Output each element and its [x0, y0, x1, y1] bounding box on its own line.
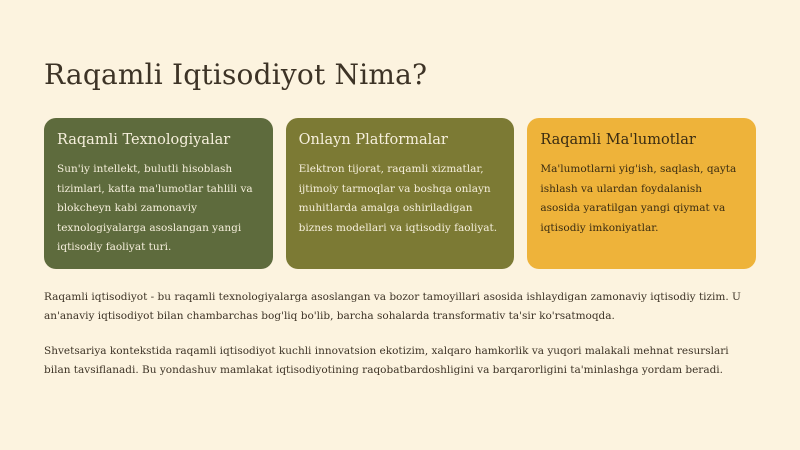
card-text: Ma'lumotlarni yig'ish, saqlash, qayta ishlash va ulardan foydalanish asosida yaratilgan yangi qiymat va iqtisodiy imkoniyatlar.: [540, 163, 737, 234]
card-text: Sun'iy intellekt, bulutli hisoblash tizimlari, katta ma'lumotlar tahlili va blokcheyn kabi zamonaviy texnologiyalarga asoslangan yangi iqtisodiy faoliyat turi.: [57, 163, 253, 253]
card-online-platforms: [286, 118, 515, 269]
card-digital-data: [527, 118, 756, 269]
cards-row: [44, 118, 756, 269]
paragraph-switzerland-context: Shvetsariya kontekstida raqamli iqtisodiyot kuchli innovatsion ekotizim, xalqaro hamkorlik va yuqori malakali mehnat resurslari bilan tavsiflanadi. Bu yondashuv mamlakat iqtisodiyotining raqobatbardoshligini va barqarorligini ta'minlashga yordam beradi.: [44, 345, 729, 376]
card-title: Onlayn Platformalar: [298, 132, 448, 148]
card-title: Raqamli Ma'lumotlar: [540, 132, 696, 148]
card-title: Raqamli Texnologiyalar: [57, 132, 231, 148]
slide-title: Raqamli Iqtisodiyot Nima?: [44, 58, 428, 91]
card-text: Elektron tijorat, raqamli xizmatlar, ijtimoiy tarmoqlar va boshqa onlayn muhitlarda amalga oshiriladigan biznes modellari va iqtisodiy faoliyat.: [298, 163, 498, 234]
paragraph-definition: Raqamli iqtisodiyot - bu raqamli texnologiyalarga asoslangan va bozor tamoyillari asosida ishlaydigan zamonaviy iqtisodiy tizim. U an'anaviy iqtisodiyot bilan chambarchas bog'liq bo'lib, barcha sohalarda transformativ ta'sir ko'rsatmoqda.: [44, 291, 741, 322]
card-digital-technologies: [44, 118, 273, 269]
